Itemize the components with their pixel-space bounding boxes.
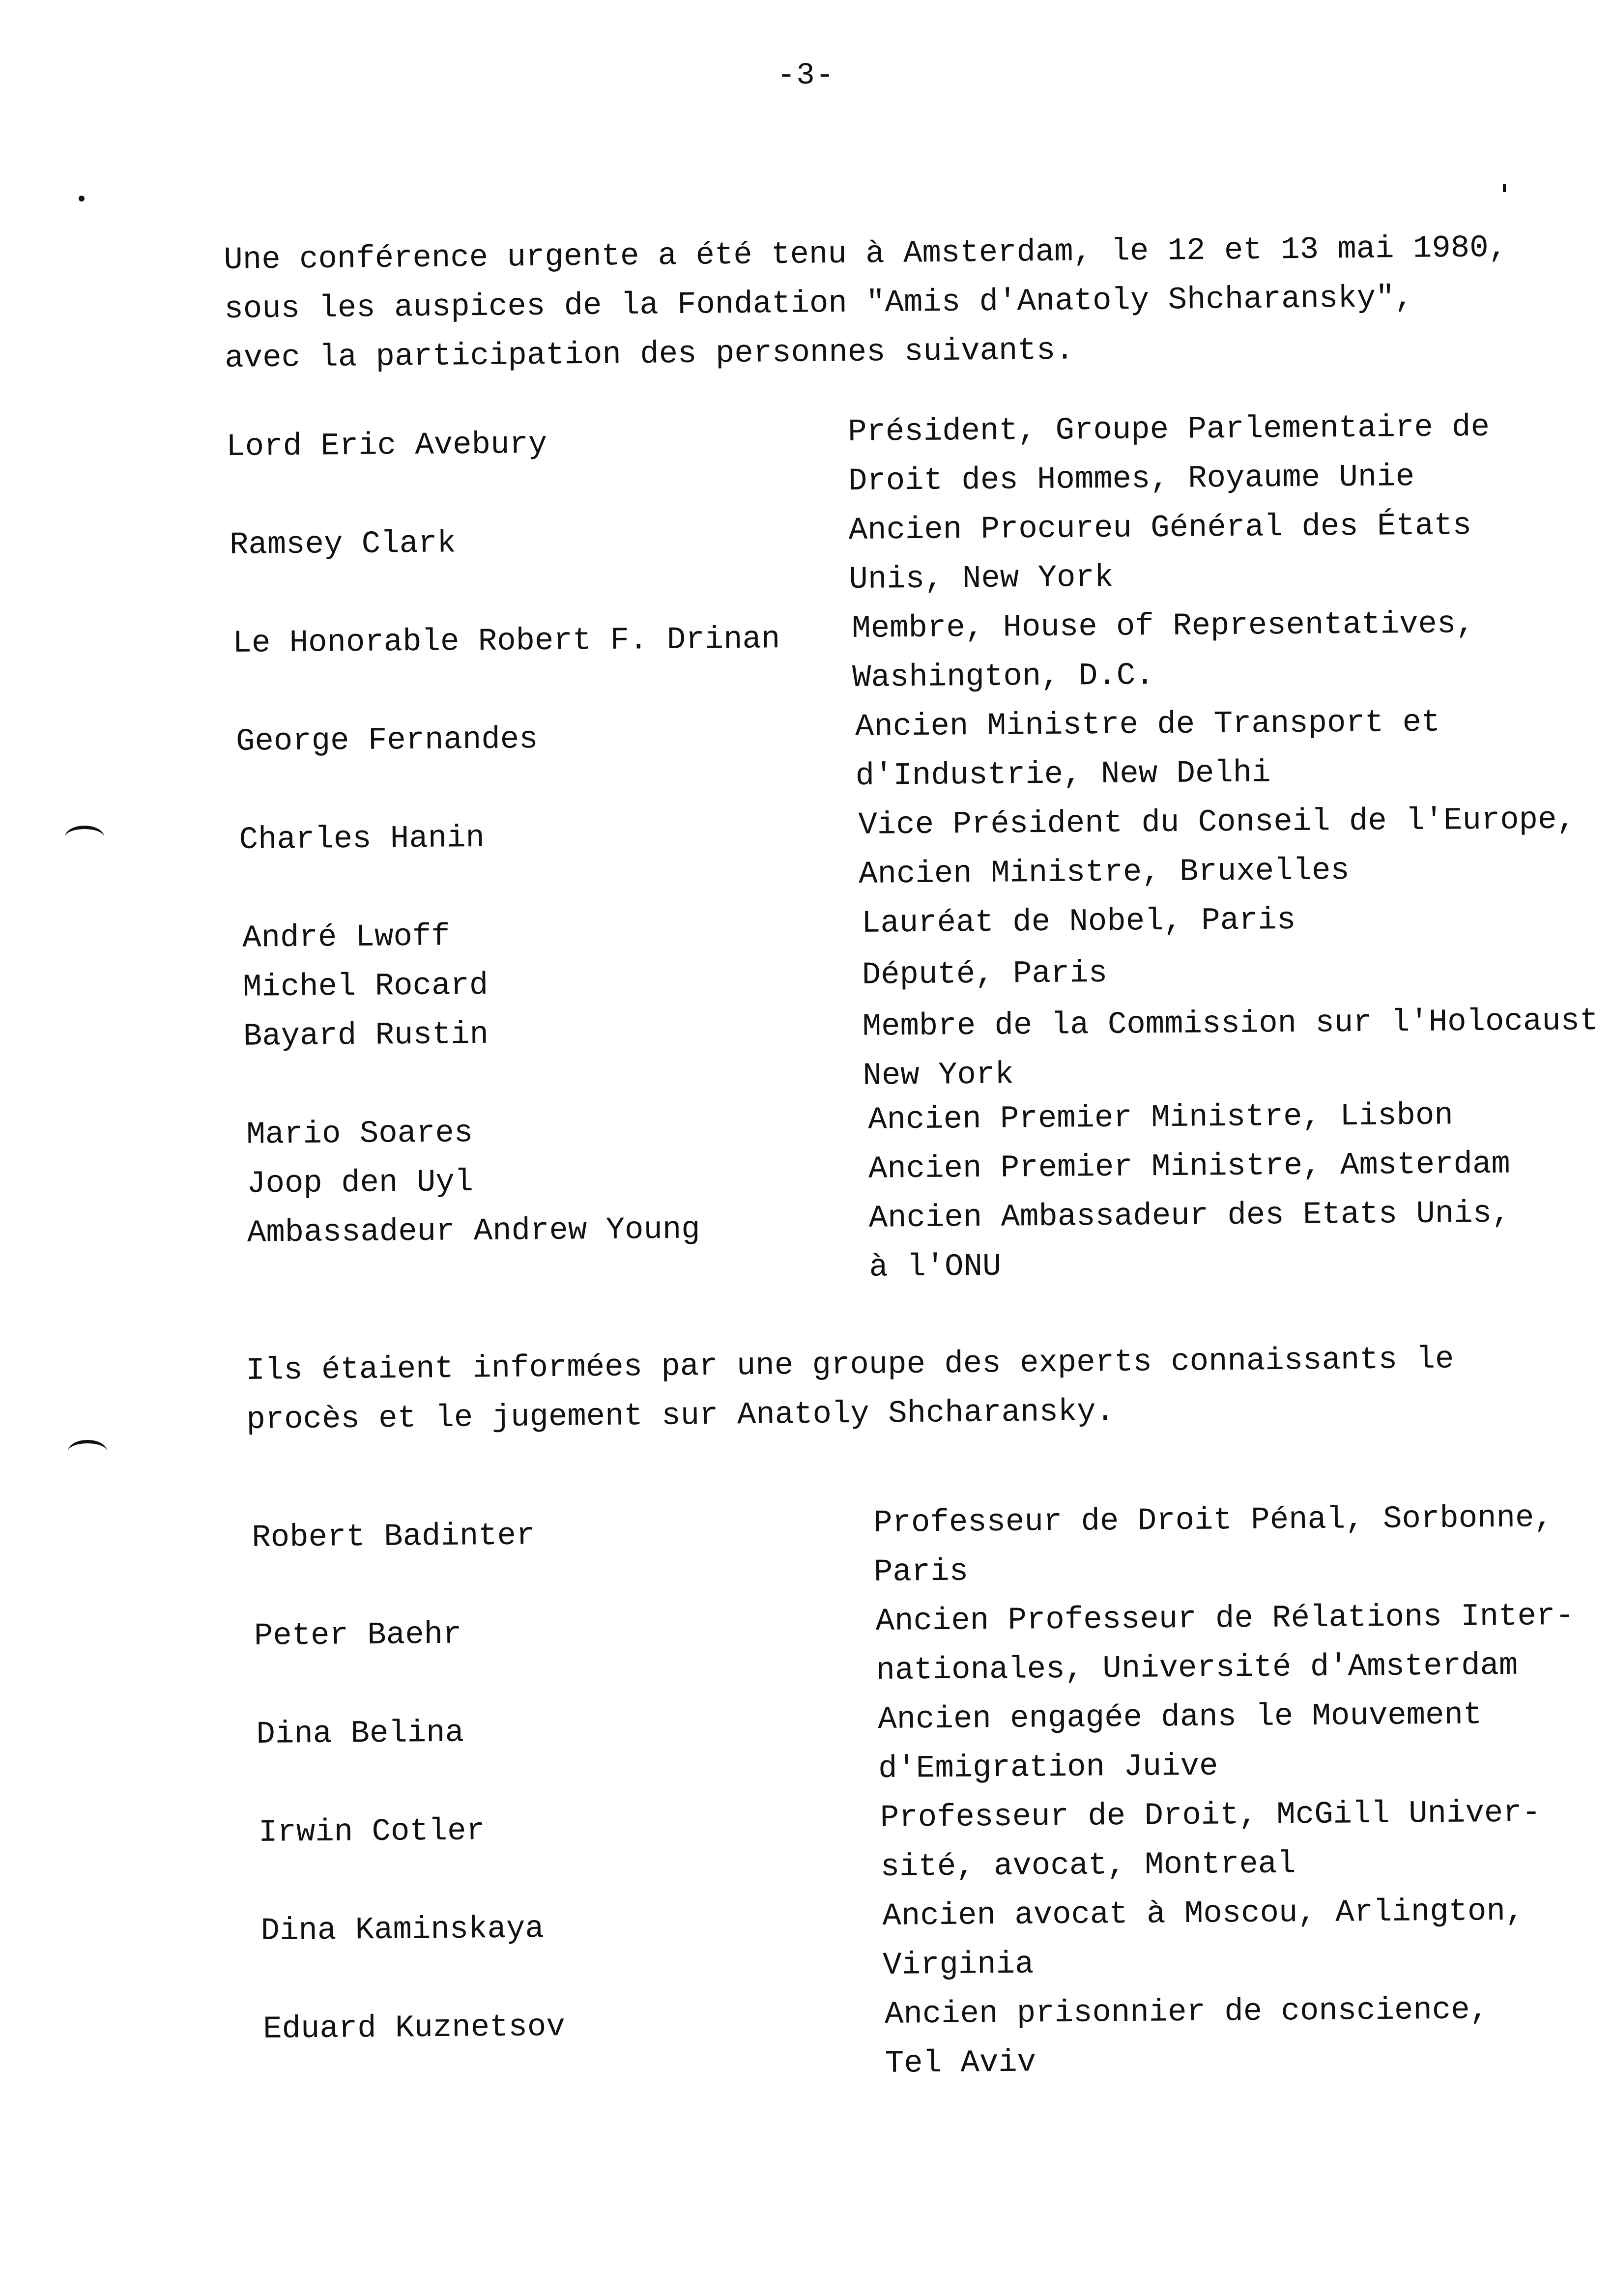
participant-role: Lauréat de Nobel, Paris bbox=[861, 902, 1296, 942]
participant-name: Lord Eric Avebury bbox=[226, 427, 547, 465]
participant-role: Ancien Ambassadeur des Etats Unis, à l'ONU bbox=[868, 1196, 1511, 1286]
margin-mark bbox=[68, 1440, 107, 1463]
expert-role: Ancien avocat à Moscou, Arlington, Virginia bbox=[882, 1894, 1525, 1983]
expert-role: Professeur de Droit Pénal, Sorbonne, Paris bbox=[873, 1500, 1554, 1591]
participant-name: Joop den Uyl bbox=[246, 1165, 474, 1202]
expert-role: Professeur de Droit, McGill Univer- sité, avocat, Montreal bbox=[880, 1795, 1541, 1885]
expert-role: Ancien prisonnier de conscience, Tel Aviv bbox=[884, 1992, 1489, 2082]
participant-name: Ambassadeur Andrew Young bbox=[247, 1212, 700, 1251]
participant-name: Charles Hanin bbox=[239, 820, 485, 858]
intro-paragraph bbox=[224, 223, 1601, 383]
briefing-paragraph bbox=[246, 1333, 1612, 1445]
expert-name: Peter Baehr bbox=[254, 1617, 462, 1654]
participant-role: Ancien Premier Ministre, Lisbon bbox=[867, 1098, 1454, 1138]
participant-name: Ramsey Clark bbox=[229, 526, 457, 563]
expert-role: Ancien Professeur de Rélations Inter- nationales, Université d'Amsterdam bbox=[875, 1598, 1575, 1689]
briefing-line: Ils étaient informées par une groupe des experts connaissants le bbox=[246, 1342, 1454, 1389]
participant-name: Mario Soares bbox=[246, 1116, 473, 1153]
expert-name: Irwin Cotler bbox=[258, 1813, 486, 1851]
participant-role: Vice Président du Conseil de l'Europe, Ancien Ministre, Bruxelles bbox=[858, 802, 1576, 892]
expert-name: Dina Belina bbox=[256, 1715, 464, 1752]
participant-role: Membre de la Commission sur l'Holocaust New York bbox=[862, 1004, 1599, 1094]
participant-name: George Fernandes bbox=[235, 722, 538, 760]
participant-name: Le Honorable Robert F. Drinan bbox=[232, 622, 780, 661]
scan-dot bbox=[1503, 184, 1506, 192]
expert-name: Robert Badinter bbox=[252, 1518, 535, 1556]
participant-name: Bayard Rustin bbox=[243, 1017, 489, 1055]
participant-role: Président, Groupe Parlementaire de Droit des Hommes, Royaume Unie bbox=[847, 409, 1490, 500]
expert-name: Eduard Kuznetsov bbox=[262, 2009, 566, 2047]
participant-name: André Lwoff bbox=[242, 919, 450, 956]
participant-role: Ancien Procureu Général des États Unis, New York bbox=[848, 508, 1472, 598]
participant-role: Ancien Premier Ministre, Amsterdam bbox=[868, 1147, 1511, 1187]
briefing-line: procès et le jugement sur Anatoly Shcharansky. bbox=[246, 1394, 1115, 1438]
intro-line: avec la participation des personnes suivants. bbox=[225, 333, 1074, 376]
expert-role: Ancien engagée dans le Mouvement d'Emigration Juive bbox=[878, 1697, 1482, 1787]
participant-role: Ancien Ministre de Transport et d'Industrie, New Delhi bbox=[855, 705, 1440, 794]
page-number: -3- bbox=[777, 58, 835, 93]
participant-role: Membre, House of Representatives, Washington, D.C. bbox=[852, 606, 1475, 696]
intro-line: Une conférence urgente a été tenu à Amsterdam, le 12 et 13 mai 1980, bbox=[224, 230, 1508, 278]
participant-name: Michel Rocard bbox=[242, 968, 489, 1005]
participant-role: Député, Paris bbox=[862, 955, 1108, 993]
scan-dot bbox=[79, 196, 85, 201]
intro-line: sous les auspices de la Fondation "Amis d'Anatoly Shcharansky", bbox=[224, 280, 1414, 327]
expert-name: Dina Kaminskaya bbox=[260, 1911, 545, 1949]
margin-mark bbox=[65, 826, 104, 849]
